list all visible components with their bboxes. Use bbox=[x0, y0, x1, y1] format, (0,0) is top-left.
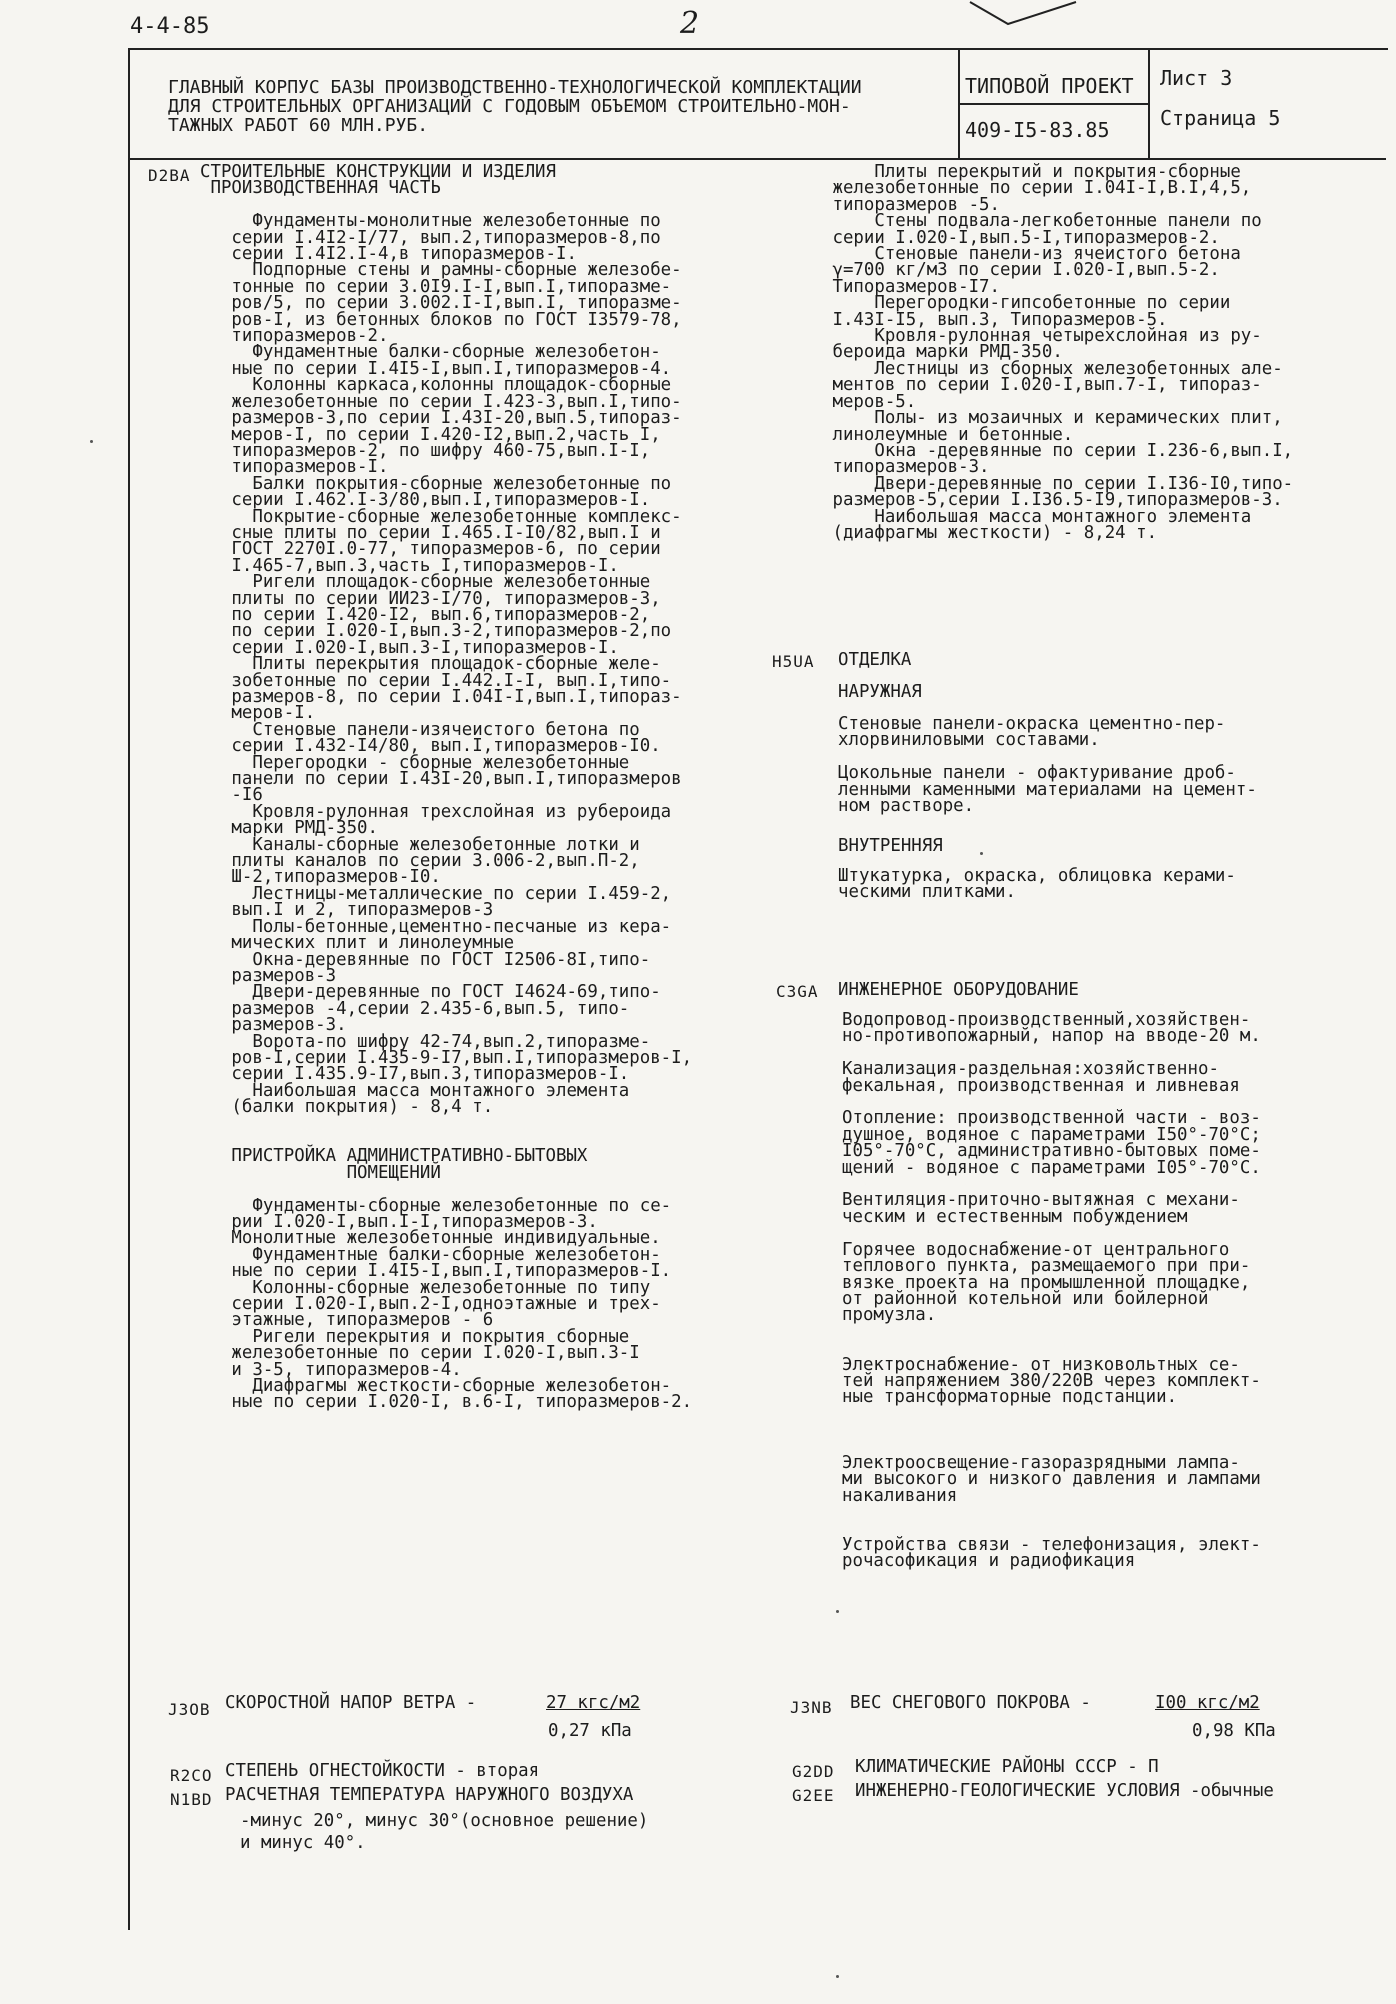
spec-line: Окна -деревянные по серии I.236-6,вып.I, bbox=[822, 440, 1294, 461]
spec-line: фекальная, производственная и ливневая bbox=[842, 1075, 1240, 1096]
section-code: D2BA bbox=[148, 166, 191, 185]
spec-line: Ригели перекрытия и покрытия сборные bbox=[200, 1326, 630, 1347]
spec-line: Монолитные железобетонные индивидуальные. bbox=[200, 1228, 661, 1249]
spec-line: накаливания bbox=[842, 1485, 958, 1506]
spec-line: ческим и естественным побуждением bbox=[842, 1206, 1188, 1227]
spec-line: (диафрагмы жесткости) - 8,24 т. bbox=[822, 522, 1158, 543]
spec-line: ленными каменными материалами на цемент- bbox=[838, 779, 1257, 800]
spec-line: размеров -4,серии 2.435-6,вып.5, типо- bbox=[200, 998, 630, 1019]
spec-line: размеров-3,по серии I.43I-20,вып.5,типораз- bbox=[200, 408, 682, 429]
spec-line: ные по серии I.020-I, в.6-I, типоразмеров-2. bbox=[200, 1392, 693, 1413]
spec-line: ров/5, по серии 3.002.I-I,вып.I, типоразме- bbox=[200, 293, 682, 314]
spec-line: серии I.020-I,вып.5-I,типоразмеров-2. bbox=[822, 227, 1220, 248]
spec-line: плиты по серии ИИ23-I/70, типоразмеров-3, bbox=[200, 588, 661, 609]
spec-line: -I6 bbox=[200, 785, 263, 806]
spec-line: Наибольшая масса монтажного элемента bbox=[200, 1080, 630, 1101]
scan-speck bbox=[90, 440, 93, 443]
spec-line: серии I.432-I4/80, вып.I,типоразмеров-I0. bbox=[200, 736, 661, 757]
spec-line: тей напряжением 380/220В через комплект- bbox=[842, 1370, 1261, 1391]
spec-line: Типоразмеров-I7. bbox=[822, 276, 1000, 297]
spec-line: марки РМД-350. bbox=[200, 818, 378, 839]
spec-line: размеров-3 bbox=[200, 965, 337, 986]
spec-line: типоразмеров-2, по шифру 460-75,вып.I-I, bbox=[200, 440, 651, 461]
wind-code: J3OB bbox=[168, 1700, 211, 1719]
spec-line: Перегородки - сборные железобетонные bbox=[200, 752, 630, 773]
finishing-title: ОТДЕЛКА bbox=[838, 650, 912, 670]
spec-line: Штукатурка, окраска, облицовка керами- bbox=[838, 866, 1236, 886]
spec-line: Стеновые панели-окраска цементно-пер- bbox=[838, 714, 1226, 734]
temp-text: РАСЧЕТНАЯ ТЕМПЕРАТУРА НАРУЖНОГО ВОЗДУХА bbox=[225, 1785, 634, 1805]
pen-scribble-icon bbox=[968, 0, 1078, 28]
snow-code: J3NB bbox=[790, 1698, 833, 1717]
spec-line: Отопление: производственной части - воз- bbox=[842, 1108, 1261, 1129]
fire-code: R2CO bbox=[170, 1766, 213, 1785]
spec-line: Электроосвещение-газоразрядными лампа- bbox=[842, 1452, 1240, 1473]
page-label: Страница 5 bbox=[1160, 106, 1281, 130]
spec-line: ные по серии I.4I5-I,вып.I,типоразмеров-4. bbox=[200, 358, 672, 379]
spec-line: меров-I, по серии I.420-I2,вып.2,часть I, bbox=[200, 424, 661, 445]
spec-line: ПРИСТРОЙКА АДМИНИСТРАТИВНО-БЫТОВЫХ bbox=[200, 1146, 588, 1167]
spec-line: типоразмеров-3. bbox=[822, 457, 990, 478]
spec-line: Фундаменты-сборные железобетонные по се- bbox=[200, 1195, 672, 1216]
spec-line: хлорвиниловыми составами. bbox=[838, 730, 1100, 751]
spec-line: серии I.020-I,вып.3-I,типоразмеров-I. bbox=[200, 637, 619, 658]
spec-line: размеров-8, по серии I.04I-I,вып.I,типораз- bbox=[200, 687, 682, 707]
spec-line: типоразмеров-2. bbox=[200, 326, 389, 347]
header-divider bbox=[128, 158, 1386, 160]
finishing-outer-text bbox=[838, 714, 1257, 817]
spec-line: размеров-5,серии I.I36.5-I9,типоразмеров-3. bbox=[822, 490, 1283, 511]
spec-line: Двери-деревянные по серии I.I36-I0,типо- bbox=[822, 473, 1294, 494]
fire-text: СТЕПЕНЬ ОГНЕСТОЙКОСТИ - вторая bbox=[225, 1761, 540, 1781]
project-number: 409-I5-83.85 bbox=[965, 118, 1110, 142]
spec-line: Электроснабжение- от низковольтных се- bbox=[842, 1354, 1240, 1375]
spec-line: Ворота-по шифру 42-74,вып.2,типоразме- bbox=[200, 1031, 651, 1052]
spec-line: Перегородки-гипсобетонные по серии bbox=[822, 293, 1231, 314]
spec-line: Подпорные стены и рамны-сборные железобе- bbox=[200, 260, 682, 281]
spec-line: промузла. bbox=[842, 1305, 937, 1326]
project-label: ТИПОВОЙ ПРОЕКТ bbox=[965, 74, 1134, 98]
spec-line: и 3-5, типоразмеров-4. bbox=[200, 1359, 462, 1380]
spec-line: Фундаментные балки-сборные железобетон- bbox=[200, 342, 661, 363]
snow-value: I00 кгс/м2 bbox=[1155, 1693, 1260, 1713]
spec-line: размеров-3. bbox=[200, 1015, 347, 1036]
spec-line: панели по серии I.43I-20,вып.I,типоразмеров bbox=[200, 769, 682, 790]
spec-line: но-противопожарный, напор на вводе-20 м. bbox=[842, 1026, 1261, 1047]
spec-line: серии I.4I2.I-4,в типоразмеров-I. bbox=[200, 244, 577, 265]
spec-line bbox=[842, 1504, 1261, 1520]
spec-line: мических плит и линолеумные bbox=[200, 933, 515, 954]
corner-label: 4-4-85 bbox=[130, 14, 210, 39]
temp-text-line: -минус 20°, минус 30°(основное решение) bbox=[240, 1811, 649, 1831]
wind-value-kpa: 0,27 кПа bbox=[548, 1721, 632, 1741]
temp-text-line: и минус 40°. bbox=[240, 1833, 366, 1853]
right-column-text bbox=[822, 164, 1396, 541]
spec-line: этажные, типоразмеров - 6 bbox=[200, 1310, 494, 1331]
header-divider-horizontal bbox=[958, 103, 1148, 105]
spec-line: Фундаментные балки-сборные железобетон- bbox=[200, 1244, 661, 1265]
spec-line: серии I.462.I-3/80,вып.I,типоразмеров-I. bbox=[200, 490, 651, 511]
spec-line: Окна-деревянные по ГОСТ I2506-8I,типо- bbox=[200, 949, 651, 970]
engineering-text bbox=[842, 1012, 1261, 1570]
spec-line: Ригели площадок-сборные железобетонные bbox=[200, 572, 651, 593]
spec-line: типоразмеров-I. bbox=[200, 457, 389, 478]
spec-line: ном растворе. bbox=[838, 796, 975, 817]
spec-line: Плиты перекрытия площадок-сборные желе- bbox=[200, 654, 661, 675]
spec-line: тонные по серии 3.0I9.I-I,вып.I,типоразме- bbox=[200, 276, 672, 297]
spec-line: Горячее водоснабжение-от центрального bbox=[842, 1239, 1230, 1260]
spec-line: Лестницы из сборных железобетонных але- bbox=[822, 358, 1283, 379]
document-title bbox=[168, 78, 953, 135]
spec-line: серии I.020-I,вып.2-I,одноэтажные и трех- bbox=[200, 1294, 661, 1315]
geo-code: G2EE bbox=[792, 1786, 835, 1805]
scan-speck bbox=[836, 1975, 839, 1978]
section-code: C3GA bbox=[776, 982, 819, 1001]
sheet-label: Лист 3 bbox=[1160, 66, 1233, 90]
climate-code: G2DD bbox=[792, 1762, 835, 1781]
spec-line: ПРОИЗВОДСТВЕННАЯ ЧАСТЬ bbox=[200, 178, 441, 199]
spec-line: ные по серии I.4I5-I,вып.I,типоразмеров-I. bbox=[200, 1261, 672, 1282]
spec-line: ментов по серии I.020-I,вып.7-I, типораз- bbox=[822, 375, 1262, 396]
spec-line: ми высокого и низкого давления и лампами bbox=[842, 1469, 1261, 1490]
spec-line: железобетонные по серии I.020-I,вып.3-I bbox=[200, 1343, 640, 1364]
spec-line: Стены подвала-легкобетонные панели по bbox=[822, 211, 1262, 232]
spec-line: от районной котельной или бойлерной bbox=[842, 1288, 1209, 1309]
spec-line: Вентиляция-приточно-вытяжная с механи- bbox=[842, 1190, 1240, 1211]
spec-line: Покрытие-сборные железобетонные комплекс- bbox=[200, 506, 682, 527]
finishing-inner-text bbox=[838, 868, 1236, 901]
engineering-title: ИНЖЕНЕРНОЕ ОБОРУДОВАНИЕ bbox=[838, 980, 1079, 1000]
spec-line: теплового пункта, размещаемого при при- bbox=[842, 1256, 1251, 1277]
spec-line: по серии I.420-I2, вып.6,типоразмеров-2, bbox=[200, 604, 651, 625]
spec-line: меров-I. bbox=[200, 703, 316, 724]
spec-line: ПОМЕЩЕНИЙ bbox=[200, 1162, 441, 1183]
scan-speck bbox=[836, 1610, 839, 1613]
spec-line: Диафрагмы жесткости-сборные железобетон- bbox=[200, 1376, 672, 1397]
wind-value: 27 кгс/м2 bbox=[546, 1693, 641, 1713]
spec-line: Водопровод-производственный,хозяйствен- bbox=[842, 1010, 1251, 1030]
spec-line: душное, водяное с параметрами I50°-70°С; bbox=[842, 1124, 1261, 1145]
title-line: ТАЖНЫХ РАБОТ 60 МЛН.РУБ. bbox=[168, 115, 429, 136]
spec-line bbox=[200, 1116, 840, 1132]
spec-line: железобетонные по серии I.04I-I,В.I,4,5, bbox=[822, 178, 1252, 199]
spec-line: линолеумные и бетонные. bbox=[822, 424, 1074, 445]
spec-line: Полы- из мозаичных и керамических плит, bbox=[822, 408, 1283, 429]
spec-line: (балки покрытия) - 8,4 т. bbox=[200, 1097, 494, 1118]
spec-line: Стеновые панели-из ячеистого бетона bbox=[822, 244, 1241, 265]
spec-line: Канализация-раздельная:хозяйственно- bbox=[842, 1059, 1219, 1080]
spec-line: Устройства связи - телефонизация, элект- bbox=[842, 1535, 1261, 1555]
temp-code: N1BD bbox=[170, 1790, 213, 1809]
spec-line: серии I.435.9-I7,вып.3,типоразмеров-I. bbox=[200, 1064, 630, 1085]
title-line: ГЛАВНЫЙ КОРПУС БАЗЫ ПРОИЗВОДСТВЕННО-ТЕХНОЛОГИЧЕСКОЙ КОМПЛЕКТАЦИИ bbox=[168, 77, 862, 98]
spec-line: Лестницы-металлические по серии I.459-2, bbox=[200, 883, 672, 904]
spec-line: ГОСТ 2270I.0-77, типоразмеров-6, по серии bbox=[200, 539, 661, 560]
spec-line: Кровля-рулонная трехслойная из рубероида bbox=[200, 801, 672, 822]
spec-line: железобетонные по серии I.423-3,вып.I,типо- bbox=[200, 391, 682, 412]
spec-line: Колонны-сборные железобетонные по типу bbox=[200, 1277, 651, 1298]
spec-line: ров-I, из бетонных блоков по ГОСТ I3579-78, bbox=[200, 309, 682, 330]
wind-label: СКОРОСТНОЙ НАПОР ВЕТРА - bbox=[225, 1693, 477, 1713]
spec-line: γ=700 кг/м3 по серии I.020-I,вып.5-2. bbox=[822, 260, 1220, 281]
spec-line: I.465-7,вып.3,часть I,типоразмеров-I. bbox=[200, 555, 619, 576]
scan-speck bbox=[980, 852, 983, 855]
spec-line: сные плиты по серии I.465.I-I0/82,вып.I и bbox=[200, 522, 661, 543]
spec-line: Плиты перекрытий и покрытия-сборные bbox=[822, 162, 1241, 182]
spec-line: плиты каналов по серии 3.006-2,вып.П-2, bbox=[200, 851, 640, 872]
spec-line: ров-I,серии I.435-9-I7,вып.I,типоразмеров-I, bbox=[200, 1047, 693, 1068]
geo-text: ИНЖЕНЕРНО-ГЕОЛОГИЧЕСКИЕ УСЛОВИЯ -обычные bbox=[855, 1781, 1274, 1801]
spec-line: I05°-70°С, административно-бытовых поме- bbox=[842, 1141, 1261, 1162]
snow-label: ВЕС СНЕГОВОГО ПОКРОВА - bbox=[850, 1693, 1091, 1713]
spec-line: рии I.020-I,вып.I-I,типоразмеров-3. bbox=[200, 1212, 598, 1232]
spec-line bbox=[842, 1422, 1261, 1438]
spec-line: Двери-деревянные по ГОСТ I4624-69,типо- bbox=[200, 982, 661, 1003]
spec-line: щений - водяное с параметрами I05°-70°С. bbox=[842, 1157, 1261, 1178]
left-column-text bbox=[200, 164, 840, 1411]
spec-line: Наибольшая масса монтажного элемента bbox=[822, 506, 1252, 527]
header-divider-vertical bbox=[1148, 48, 1150, 160]
spec-line: Стеновые панели-изячеистого бетона по bbox=[200, 719, 640, 740]
finishing-outer-title: НАРУЖНАЯ bbox=[838, 682, 922, 702]
spec-line: меров-5. bbox=[822, 391, 917, 412]
spec-line: ные трансформаторные подстанции. bbox=[842, 1387, 1178, 1408]
spec-line: рочасофикация и радиофикация bbox=[842, 1551, 1136, 1572]
spec-line: вязке проекта на промышленной площадке, bbox=[842, 1272, 1251, 1293]
spec-line: вып.I и 2, типоразмеров-3 bbox=[200, 900, 494, 921]
spec-line: СТРОИТЕЛЬНЫЕ КОНСТРУКЦИИ И ИЗДЕЛИЯ bbox=[200, 162, 556, 182]
spec-line: по серии I.020-I,вып.3-2,типоразмеров-2,по bbox=[200, 621, 672, 642]
spec-line: Цокольные панели - офактуривание дроб- bbox=[838, 763, 1236, 784]
spec-line: Фундаменты-монолитные железобетонные по bbox=[200, 211, 661, 232]
spec-line: серии I.4I2-I/77, вып.2,типоразмеров-8,по bbox=[200, 227, 661, 248]
spec-line: Ш-2,типоразмеров-I0. bbox=[200, 867, 441, 888]
title-line: ДЛЯ СТРОИТЕЛЬНЫХ ОРГАНИЗАЦИЙ С ГОДОВЫМ ОБЪЕМОМ СТРОИТЕЛЬНО-МОН- bbox=[168, 96, 851, 117]
spec-line: I.43I-I5, вып.3, Типоразмеров-5. bbox=[822, 309, 1168, 330]
spec-line: зобетонные по серии I.442.I-I, вып.I,типо- bbox=[200, 670, 672, 691]
spec-line: типоразмеров -5. bbox=[822, 194, 1000, 215]
spec-line: Балки покрытия-сборные железобетонные по bbox=[200, 473, 672, 494]
section-code: H5UA bbox=[772, 652, 815, 671]
spec-line: Колонны каркаса,колонны площадок-сборные bbox=[200, 375, 672, 396]
spec-line bbox=[842, 1324, 1261, 1340]
handwritten-page-mark: 2 bbox=[680, 6, 700, 41]
spec-line: Каналы-сборные железобетонные лотки и bbox=[200, 834, 640, 855]
spec-line: бероида марки РМД-350. bbox=[822, 342, 1063, 363]
spec-line: ческими плитками. bbox=[838, 882, 1016, 903]
finishing-inner-title: ВНУТРЕННЯЯ bbox=[838, 836, 943, 856]
spec-line bbox=[842, 1406, 1261, 1422]
spec-line: Кровля-рулонная четырехслойная из ру- bbox=[822, 326, 1262, 347]
climate-text: КЛИМАТИЧЕСКИЕ РАЙОНЫ СССР - П bbox=[855, 1757, 1159, 1777]
spec-line: Полы-бетонные,цементно-песчаные из кера- bbox=[200, 916, 672, 937]
snow-value-kpa: 0,98 КПа bbox=[1192, 1721, 1276, 1741]
